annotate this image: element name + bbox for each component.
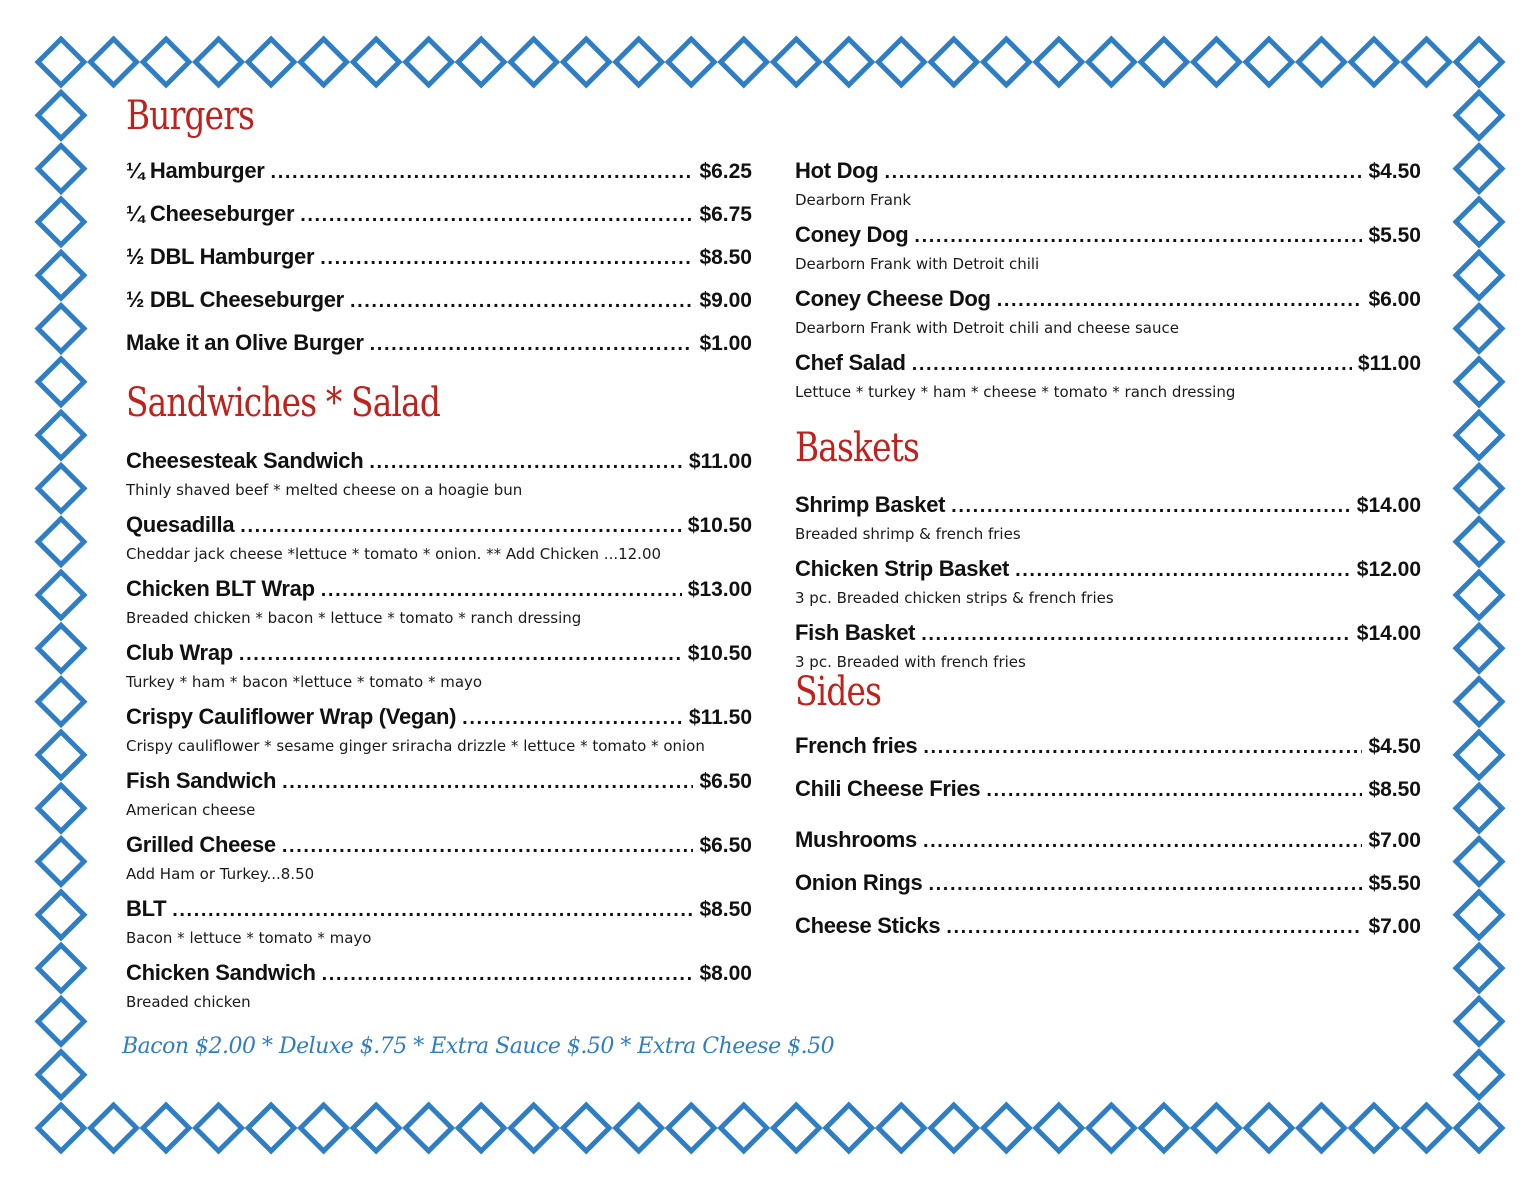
item-price: $12.00 — [1356, 558, 1421, 581]
burgers-list — [126, 158, 752, 360]
border-diamond — [563, 1105, 609, 1151]
dot-leader — [322, 963, 694, 986]
border-diamond — [38, 252, 84, 298]
dot-leader — [282, 771, 693, 794]
border-diamond — [1456, 1052, 1502, 1098]
border-diamond — [38, 146, 84, 192]
dot-leader — [172, 899, 693, 922]
dot-leader — [912, 353, 1352, 376]
border-diamond — [773, 39, 819, 85]
border-diamond — [1456, 785, 1502, 831]
menu-item — [126, 448, 752, 512]
item-price: $4.50 — [1368, 160, 1421, 183]
menu-item — [126, 244, 752, 274]
border-diamond — [1456, 465, 1502, 511]
border-diamond — [1246, 1105, 1292, 1151]
item-description: Dearborn Frank — [795, 191, 912, 209]
item-description: 3 pc. Breaded with french fries — [795, 653, 1026, 671]
item-price: $9.00 — [699, 289, 752, 312]
border-diamond — [301, 1105, 347, 1151]
border-diamond — [1456, 732, 1502, 778]
item-name: Mushrooms — [795, 827, 917, 852]
item-price: $13.00 — [687, 578, 752, 601]
border-diamond — [38, 679, 84, 725]
item-name: Coney Cheese Dog — [795, 286, 991, 311]
dot-leader — [321, 579, 682, 602]
item-name: Cheesesteak Sandwich — [126, 448, 364, 473]
dot-leader — [923, 830, 1362, 853]
border-diamond — [38, 465, 84, 511]
border-diamond — [1456, 839, 1502, 885]
border-diamond — [38, 359, 84, 405]
item-name: Chicken BLT Wrap — [126, 576, 315, 601]
dot-leader — [240, 515, 681, 538]
border-diamond — [931, 39, 977, 85]
item-name: Chef Salad — [795, 350, 906, 375]
menu-item — [126, 201, 752, 231]
border-diamond — [1456, 252, 1502, 298]
item-price: $6.75 — [699, 203, 752, 226]
item-price: $10.50 — [687, 642, 752, 665]
border-diamond — [721, 39, 767, 85]
border-diamond — [196, 1105, 242, 1151]
item-description: Breaded shrimp & french fries — [795, 525, 1021, 543]
border-diamond — [38, 998, 84, 1044]
item-name: Chicken Sandwich — [126, 960, 316, 985]
border-diamond — [1193, 39, 1239, 85]
burgers-heading: Burgers — [126, 93, 255, 139]
dot-leader — [951, 495, 1351, 518]
item-description: 3 pc. Breaded chicken strips & french fries — [795, 589, 1114, 607]
item-name: Chili Cheese Fries — [795, 776, 981, 801]
dot-leader — [239, 643, 682, 666]
item-price: $11.00 — [1357, 352, 1421, 375]
item-price: $8.50 — [699, 246, 752, 269]
border-diamond — [38, 892, 84, 938]
border-diamond — [1298, 1105, 1344, 1151]
border-diamond — [826, 1105, 872, 1151]
border-diamond — [458, 1105, 504, 1151]
border-diamond — [38, 839, 84, 885]
menu-item — [795, 158, 1421, 222]
item-price: $5.50 — [1368, 224, 1421, 247]
border-diamond — [1456, 199, 1502, 245]
border-diamond — [91, 39, 137, 85]
border-diamond — [983, 1105, 1029, 1151]
border-diamond — [1036, 1105, 1082, 1151]
border-diamond — [1141, 39, 1187, 85]
item-name: ¼ Cheeseburger — [126, 201, 295, 226]
item-price: $11.00 — [688, 450, 752, 473]
border-diamond — [1456, 39, 1502, 85]
border-diamond — [1456, 92, 1502, 138]
item-description: Dearborn Frank with Detroit chili — [795, 255, 1040, 273]
border-diamond — [511, 39, 557, 85]
border-diamond — [878, 1105, 924, 1151]
menu-item — [126, 330, 752, 360]
border-diamond — [511, 1105, 557, 1151]
item-price: $10.50 — [687, 514, 752, 537]
border-diamond — [1456, 625, 1502, 671]
border-diamond — [1351, 39, 1397, 85]
border-diamond — [38, 1052, 84, 1098]
menu-item — [795, 776, 1421, 827]
item-price: $6.00 — [1368, 288, 1421, 311]
item-description: Breaded chicken — [126, 993, 251, 1011]
dot-leader — [350, 290, 694, 313]
border-diamond — [1351, 1105, 1397, 1151]
dogs-list — [795, 158, 1421, 414]
item-price: $8.00 — [699, 962, 752, 985]
menu-item — [126, 576, 752, 640]
item-price: $6.25 — [699, 160, 752, 183]
border-diamond — [1456, 572, 1502, 618]
item-name: French fries — [795, 733, 918, 758]
border-diamond — [1456, 412, 1502, 458]
border-diamond — [1456, 998, 1502, 1044]
border-diamond — [406, 39, 452, 85]
border-diamond — [301, 39, 347, 85]
border-diamond — [1403, 39, 1449, 85]
item-description: Crispy cauliflower * sesame ginger sriracha drizzle * lettuce * tomato * onion — [126, 737, 705, 755]
dot-leader — [884, 161, 1362, 184]
item-price: $4.50 — [1368, 735, 1421, 758]
dot-leader — [271, 161, 694, 184]
border-diamond — [1246, 39, 1292, 85]
border-diamond — [38, 732, 84, 778]
border-diamond — [38, 39, 84, 85]
item-description: Cheddar jack cheese *lettuce * tomato * onion. ** Add Chicken ...12.00 — [126, 545, 662, 563]
border-diamond — [38, 785, 84, 831]
menu-item — [795, 870, 1421, 913]
item-name: ½ DBL Cheeseburger — [126, 287, 344, 312]
item-name: Quesadilla — [126, 512, 235, 537]
border-diamond — [878, 39, 924, 85]
item-price: $6.50 — [699, 770, 752, 793]
border-diamond — [1456, 945, 1502, 991]
menu-item — [795, 827, 1421, 870]
menu-item — [795, 733, 1421, 776]
item-price: $8.50 — [699, 898, 752, 921]
item-name: Cheese Sticks — [795, 913, 941, 938]
border-diamond — [406, 1105, 452, 1151]
addons-note: Bacon $2.00 * Deluxe $.75 * Extra Sauce $.50 * Extra Cheese $.50 — [122, 1034, 835, 1059]
item-price: $7.00 — [1368, 915, 1421, 938]
border-diamond — [38, 199, 84, 245]
border-diamond — [1456, 1105, 1502, 1151]
item-name: ¼ Hamburger — [126, 158, 265, 183]
dot-leader — [369, 451, 683, 474]
menu-item — [795, 556, 1421, 620]
border-diamond — [38, 1105, 84, 1151]
border-diamond — [38, 625, 84, 671]
item-name: ½ DBL Hamburger — [126, 244, 315, 269]
border-diamond — [616, 39, 662, 85]
border-diamond — [773, 1105, 819, 1151]
border-diamond — [1403, 1105, 1449, 1151]
border-diamond — [248, 39, 294, 85]
menu-item — [795, 620, 1421, 672]
item-price: $14.00 — [1356, 494, 1421, 517]
dot-leader — [946, 916, 1362, 939]
menu-item — [126, 287, 752, 317]
border-diamond — [38, 572, 84, 618]
item-price: $14.00 — [1356, 622, 1421, 645]
item-price: $1.00 — [699, 332, 752, 355]
border-diamond — [616, 1105, 662, 1151]
border-diamond — [721, 1105, 767, 1151]
item-description: Breaded chicken * bacon * lettuce * tomato * ranch dressing — [126, 609, 582, 627]
sides-list — [795, 733, 1421, 956]
dot-leader — [986, 779, 1362, 802]
dot-leader — [997, 289, 1363, 312]
item-name: Onion Rings — [795, 870, 923, 895]
border-diamond — [826, 39, 872, 85]
dot-leader — [928, 873, 1362, 896]
menu-item — [126, 512, 752, 576]
dot-leader — [923, 736, 1362, 759]
border-diamond — [1036, 39, 1082, 85]
dot-leader — [462, 707, 683, 730]
menu-item — [795, 222, 1421, 286]
dot-leader — [282, 835, 694, 858]
border-diamond — [38, 306, 84, 352]
item-name: BLT — [126, 896, 167, 921]
border-diamond — [1456, 359, 1502, 405]
item-description: American cheese — [126, 801, 256, 819]
border-diamond — [143, 39, 189, 85]
border-diamond — [983, 39, 1029, 85]
sides-heading: Sides — [795, 669, 882, 715]
sandwiches-list — [126, 448, 752, 1024]
border-diamond — [1193, 1105, 1239, 1151]
menu-item — [126, 832, 752, 896]
menu-item — [795, 492, 1421, 556]
border-diamond — [1456, 306, 1502, 352]
border-diamond — [1456, 679, 1502, 725]
border-diamond — [1298, 39, 1344, 85]
border-diamond — [38, 519, 84, 565]
border-diamond — [563, 39, 609, 85]
item-description: Lettuce * turkey * ham * cheese * tomato * ranch dressing — [795, 383, 1236, 401]
item-name: Chicken Strip Basket — [795, 556, 1010, 581]
menu-item — [126, 640, 752, 704]
border-diamond — [668, 1105, 714, 1151]
menu-item — [795, 286, 1421, 350]
item-name: Hot Dog — [795, 158, 879, 183]
item-description: Bacon * lettuce * tomato * mayo — [126, 929, 372, 947]
item-price: $11.50 — [688, 706, 752, 729]
item-price: $7.00 — [1368, 829, 1421, 852]
border-diamond — [38, 92, 84, 138]
right-column — [795, 158, 1421, 956]
menu-item — [795, 913, 1421, 956]
menu-item — [126, 768, 752, 832]
menu-item — [126, 896, 752, 960]
left-column — [126, 93, 752, 1024]
item-description: Thinly shaved beef * melted cheese on a hoagie bun — [126, 481, 523, 499]
item-name: Coney Dog — [795, 222, 909, 247]
menu-item — [126, 960, 752, 1024]
sandwiches-heading: Sandwiches * Salad — [126, 380, 441, 426]
dot-leader — [370, 333, 694, 356]
border-diamond — [38, 412, 84, 458]
border-diamond — [1456, 519, 1502, 565]
border-diamond — [931, 1105, 977, 1151]
dot-leader — [914, 225, 1362, 248]
border-diamond — [668, 39, 714, 85]
menu-item — [126, 158, 752, 188]
dot-leader — [921, 623, 1351, 646]
item-name: Make it an Olive Burger — [126, 330, 364, 355]
border-diamond — [143, 1105, 189, 1151]
item-name: Fish Basket — [795, 620, 916, 645]
item-name: Club Wrap — [126, 640, 233, 665]
border-diamond — [38, 945, 84, 991]
border-diamond — [1456, 892, 1502, 938]
item-description: Dearborn Frank with Detroit chili and cheese sauce — [795, 319, 1179, 337]
menu-item — [126, 704, 752, 768]
border-diamond — [1088, 39, 1134, 85]
item-price: $6.50 — [699, 834, 752, 857]
border-diamond — [353, 39, 399, 85]
border-diamond — [1088, 1105, 1134, 1151]
dot-leader — [300, 204, 693, 227]
border-diamond — [1141, 1105, 1187, 1151]
border-diamond — [458, 39, 504, 85]
dot-leader — [320, 247, 693, 270]
item-name: Crispy Cauliflower Wrap (Vegan) — [126, 704, 457, 729]
border-diamond — [196, 39, 242, 85]
border-diamond — [353, 1105, 399, 1151]
item-description: Add Ham or Turkey...8.50 — [126, 865, 315, 883]
border-diamond — [1456, 146, 1502, 192]
baskets-heading: Baskets — [795, 425, 920, 471]
border-diamond — [91, 1105, 137, 1151]
item-name: Shrimp Basket — [795, 492, 946, 517]
item-description: Turkey * ham * bacon *lettuce * tomato * mayo — [126, 673, 483, 691]
border-diamond — [248, 1105, 294, 1151]
item-price: $5.50 — [1368, 872, 1421, 895]
baskets-list — [795, 492, 1421, 672]
menu-item — [795, 350, 1421, 414]
item-name: Fish Sandwich — [126, 768, 277, 793]
item-name: Grilled Cheese — [126, 832, 276, 857]
item-price: $8.50 — [1368, 778, 1421, 801]
dot-leader — [1015, 559, 1351, 582]
